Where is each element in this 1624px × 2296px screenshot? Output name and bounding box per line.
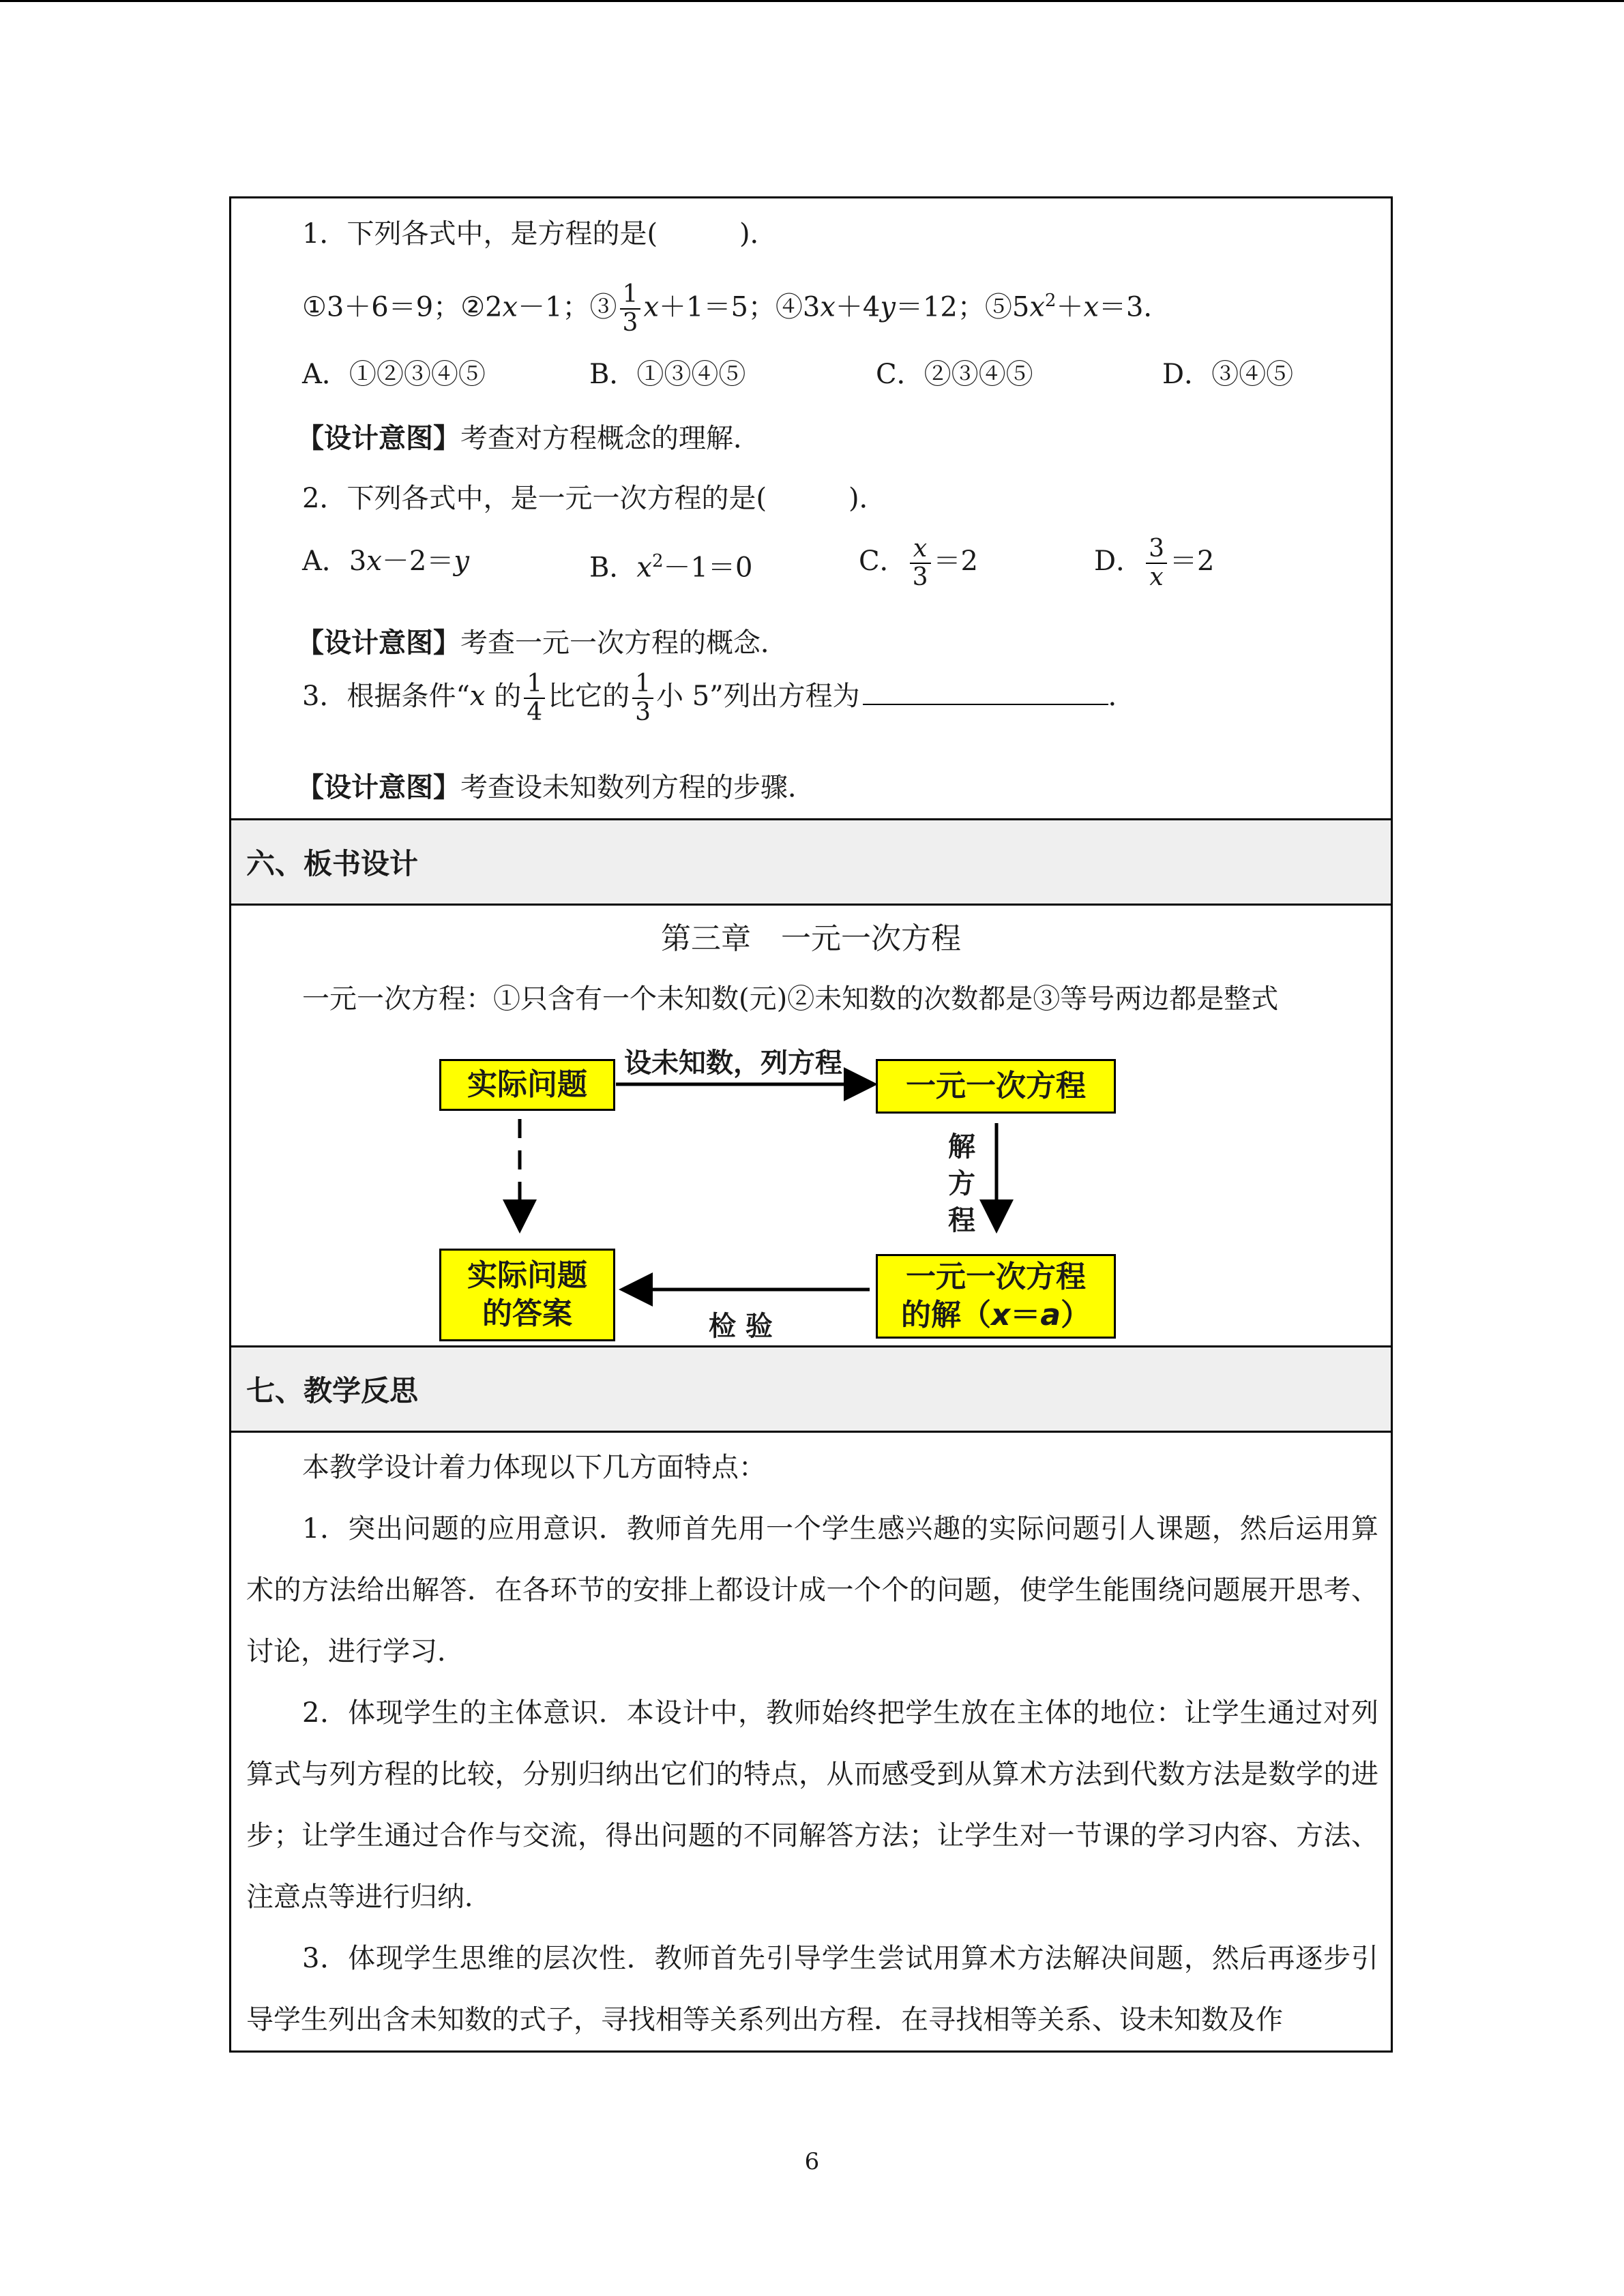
- option-text: ＝2: [1169, 546, 1215, 577]
- label-check: 检 验: [709, 1311, 773, 1342]
- var-x: x: [636, 552, 652, 584]
- q1-option-d: D．③④⑤: [1162, 359, 1294, 390]
- fraction-3-over-x: [1146, 535, 1167, 591]
- option-text: －2＝: [381, 546, 454, 577]
- q1-intent: [297, 421, 761, 456]
- answer-blank[interactable]: [863, 681, 1108, 705]
- q3-text: 3．根据条件“: [302, 681, 470, 712]
- reflection-point-2: 2．体现学生的主体意识．本设计中，教师始终把学生放在主体的地位：让学生通过对列算式与列方程的比较，分别归纳出它们的特点，从而感受到从算术方法到代数方法是数学的进步；让学生通过合作与交流，得出问题的不同解答方法；让学生对一节课的学习内容、方法、注意点等进行归纳．: [246, 1697, 1378, 1913]
- chapter-title: 第三章 一元一次方程: [661, 921, 961, 956]
- q3-text: 的: [494, 681, 522, 712]
- intent-text: 考查一元一次方程的概念．: [460, 627, 788, 659]
- box-label: [901, 1296, 1091, 1335]
- q3-intent: [297, 770, 815, 805]
- reflection-point-3: 3．体现学生思维的层次性．教师首先引导学生尝试用算术方法解决间题，然后再逐步引导学生列出含未知数的式子，寻找相等关系列出方程．在寻找相等关系、设未知数及作: [246, 1943, 1378, 2036]
- var-x: x: [502, 291, 518, 323]
- fraction-x-over-3: [910, 535, 931, 591]
- var-x: x: [820, 291, 836, 323]
- q2-intent: [297, 625, 788, 661]
- page-number: 6: [804, 2148, 820, 2175]
- box-label: 实际问题: [467, 1258, 587, 1293]
- fraction-one-third: [632, 670, 653, 726]
- intent-text: 考查对方程概念的理解．: [460, 423, 761, 454]
- q1-option-c: C．②③④⑤: [876, 359, 1033, 390]
- label-char: 解: [948, 1131, 975, 1163]
- section-7-header: [231, 1345, 1391, 1433]
- intent-tag: 【设计意图】: [297, 423, 460, 454]
- q3-text: 小 5”列出方程为: [656, 681, 860, 712]
- q3-text: 比它的: [548, 681, 630, 712]
- q3-text: ．: [1108, 681, 1136, 712]
- fraction-denominator: 3: [622, 309, 638, 338]
- var-x: x: [469, 681, 486, 712]
- reflection-point-1: 1．突出问题的应用意识．教师首先用一个学生感兴趣的实际问题引人课题，然后运用算术的方法给出解答．在各环节的安排上都设计成一个个的问题，使学生能围绕问题展开思考、讨论，进行学习．: [246, 1513, 1378, 1667]
- option-text: B．: [589, 552, 637, 584]
- option-text: A．3: [302, 546, 367, 577]
- box-equation-solution: [876, 1254, 1116, 1339]
- var-y: y: [880, 291, 896, 323]
- page-top-rule: [0, 0, 1624, 2]
- intent-tag: 【设计意图】: [297, 627, 460, 659]
- fraction-one-third: [620, 281, 641, 337]
- superscript-2: 2: [1044, 290, 1057, 311]
- var-a: a: [1040, 1298, 1061, 1332]
- q1-option-b: B．①③④⑤: [589, 359, 746, 390]
- section-title: 六、板书设计: [246, 847, 419, 880]
- fraction-numerator: 1: [524, 670, 545, 699]
- box-label: 一元一次方程: [906, 1259, 1086, 1294]
- q1-formula-part: ＋: [1056, 291, 1084, 323]
- fraction-numerator: 1: [620, 281, 641, 310]
- fraction-numerator: 1: [632, 670, 653, 699]
- fraction-one-quarter: [524, 670, 545, 726]
- fraction-denominator: 3: [635, 698, 651, 726]
- q1-formula-part: －1；③: [518, 291, 617, 323]
- q1-option-a: A．①②③④⑤: [302, 359, 486, 390]
- intent-tag: 【设计意图】: [297, 772, 460, 803]
- option-text: D．: [1094, 546, 1144, 577]
- q1-formula-part: ①3＋6＝9；②2: [302, 291, 503, 323]
- var-x: x: [1083, 291, 1099, 323]
- lesson-table: [229, 196, 1393, 2053]
- box-linear-equation: [876, 1059, 1116, 1114]
- box-label: 实际问题: [467, 1067, 587, 1102]
- fraction-numerator: 3: [1146, 535, 1167, 564]
- box-label: 的答案: [482, 1296, 572, 1331]
- var-x: x: [990, 1298, 1011, 1332]
- var-x: x: [366, 546, 382, 577]
- superscript-2: 2: [651, 551, 664, 571]
- var-x: x: [643, 291, 659, 323]
- option-text: C．: [859, 546, 907, 577]
- label-solve-equation: [945, 1129, 979, 1239]
- var-y: y: [454, 546, 469, 577]
- box-label-part: ＝: [1010, 1298, 1041, 1332]
- q1-formula-part: ＋4: [835, 291, 881, 323]
- q1-formula-part: ＋1＝5；④3: [659, 291, 821, 323]
- box-label-part: 的解（: [900, 1298, 991, 1332]
- q1-stem: 1．下列各式中，是方程的是( )．: [302, 218, 778, 250]
- q2-option-d: [1094, 534, 1214, 591]
- intent-text: 考查设未知数列方程的步骤．: [460, 772, 815, 803]
- label-char: 程: [948, 1205, 975, 1236]
- q2-stem: 2．下列各式中，是一元一次方程的是( )．: [302, 483, 887, 514]
- label-set-unknown: 设未知数，列方程: [624, 1047, 842, 1079]
- q1-formula: [302, 273, 1170, 337]
- q2-option-b: [589, 534, 752, 595]
- section-6-header: [231, 818, 1391, 906]
- box-real-problem: [439, 1059, 615, 1111]
- q1-formula-part: ＝3．: [1099, 291, 1171, 323]
- option-text: ＝2: [933, 546, 978, 577]
- q2-option-a: [302, 534, 469, 588]
- fraction-numerator: x: [910, 535, 931, 564]
- option-text: －1＝0: [663, 552, 753, 584]
- label-char: 方: [948, 1168, 975, 1199]
- fraction-denominator: 3: [912, 563, 928, 591]
- q1-formula-part: ＝12；⑤5: [895, 291, 1030, 323]
- reflection-intro: 本教学设计着力体现以下几方面特点：: [302, 1452, 766, 1483]
- var-x: x: [1029, 291, 1045, 323]
- box-problem-answer: [439, 1249, 615, 1341]
- box-label: 一元一次方程: [906, 1069, 1086, 1103]
- fraction-denominator: 4: [527, 698, 543, 726]
- q3-stem: [302, 669, 1136, 726]
- section-title: 七、教学反思: [246, 1374, 419, 1407]
- definition-line: 一元一次方程：①只含有一个未知数(元)②未知数的次数都是③等号两边都是整式: [302, 983, 1279, 1015]
- q2-option-c: [859, 534, 978, 591]
- box-label-part: ）: [1061, 1298, 1091, 1332]
- fraction-denominator: x: [1149, 563, 1164, 591]
